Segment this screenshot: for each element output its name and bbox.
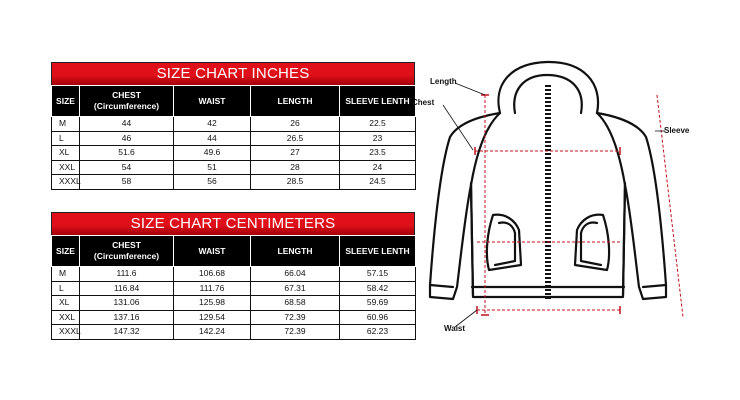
size-cell: XL (52, 146, 80, 161)
header-row (52, 236, 416, 267)
header-chest-label: CHEST (112, 240, 141, 250)
waist-cell: 111.76 (174, 281, 251, 296)
table-row (52, 281, 416, 296)
header-chest-sub: (Circumference) (93, 101, 160, 111)
sleeve-cell: 62.23 (340, 325, 416, 340)
header-sleeve: SLEEVE LENTH (340, 236, 416, 267)
size-table (51, 235, 416, 340)
chest-cell: 54 (80, 160, 174, 175)
length-cell: 27 (251, 146, 340, 161)
length-cell: 26 (251, 117, 340, 132)
size-cell: XXL (52, 310, 80, 325)
sleeve-cell: 23 (340, 131, 416, 146)
size-cell: M (52, 117, 80, 132)
table-row (52, 296, 416, 311)
chest-label: Chest (412, 98, 435, 107)
chest-cell: 111.6 (80, 267, 174, 282)
length-cell: 68.58 (251, 296, 340, 311)
header-chest-sub: (Circumference) (93, 251, 160, 261)
header-waist: WAIST (174, 236, 251, 267)
length-cell: 66.04 (251, 267, 340, 282)
size-chart-centimeters (51, 212, 415, 340)
length-cell: 28 (251, 160, 340, 175)
size-cell: M (52, 267, 80, 282)
size-cell: L (52, 281, 80, 296)
waist-cell: 129.54 (174, 310, 251, 325)
waist-cell: 106.68 (174, 267, 251, 282)
waist-cell: 44 (174, 131, 251, 146)
size-chart-inches (51, 62, 415, 190)
chest-cell: 44 (80, 117, 174, 132)
length-cell: 72.39 (251, 310, 340, 325)
table-row (52, 146, 416, 161)
size-cell: XXXL (52, 325, 80, 340)
length-cell: 72.39 (251, 325, 340, 340)
sleeve-cell: 23.5 (340, 146, 416, 161)
waist-cell: 125.98 (174, 296, 251, 311)
header-waist: WAIST (174, 86, 251, 117)
chest-cell: 137.16 (80, 310, 174, 325)
sleeve-cell: 58.42 (340, 281, 416, 296)
chest-cell: 116.84 (80, 281, 174, 296)
table-row (52, 117, 416, 132)
chest-cell: 58 (80, 175, 174, 190)
sleeve-label: Sleeve (664, 126, 690, 135)
chest-cell: 131.06 (80, 296, 174, 311)
chest-cell: 51.6 (80, 146, 174, 161)
size-cell: XXXL (52, 175, 80, 190)
chest-cell: 147.32 (80, 325, 174, 340)
size-table (51, 85, 416, 190)
header-chest (80, 236, 174, 267)
table-row (52, 160, 416, 175)
length-cell: 26.5 (251, 131, 340, 146)
size-cell: L (52, 131, 80, 146)
waist-cell: 56 (174, 175, 251, 190)
header-length: LENGTH (251, 86, 340, 117)
waist-cell: 51 (174, 160, 251, 175)
chart-title: SIZE CHART INCHES (51, 62, 415, 85)
hoodie-diagram (415, 55, 715, 345)
table-row (52, 175, 416, 190)
waist-cell: 142.24 (174, 325, 251, 340)
measure-lines (475, 95, 683, 317)
waist-cell: 49.6 (174, 146, 251, 161)
table-row (52, 131, 416, 146)
sleeve-cell: 57.15 (340, 267, 416, 282)
header-chest (80, 86, 174, 117)
header-size: SIZE (52, 236, 80, 267)
header-sleeve: SLEEVE LENTH (340, 86, 416, 117)
chart-title: SIZE CHART CENTIMETERS (51, 212, 415, 235)
header-length: LENGTH (251, 236, 340, 267)
chest-cell: 46 (80, 131, 174, 146)
size-cell: XXL (52, 160, 80, 175)
header-chest-label: CHEST (112, 90, 141, 100)
length-cell: 28.5 (251, 175, 340, 190)
sleeve-cell: 24 (340, 160, 416, 175)
length-cell: 67.31 (251, 281, 340, 296)
size-cell: XL (52, 296, 80, 311)
waist-cell: 42 (174, 117, 251, 132)
header-row (52, 86, 416, 117)
waist-label: Waist (444, 324, 466, 333)
table-row (52, 325, 416, 340)
sleeve-cell: 60.96 (340, 310, 416, 325)
table-row (52, 267, 416, 282)
sleeve-cell: 59.69 (340, 296, 416, 311)
length-label: Length (430, 77, 457, 86)
sleeve-cell: 22.5 (340, 117, 416, 132)
sleeve-cell: 24.5 (340, 175, 416, 190)
table-row (52, 310, 416, 325)
header-size: SIZE (52, 86, 80, 117)
